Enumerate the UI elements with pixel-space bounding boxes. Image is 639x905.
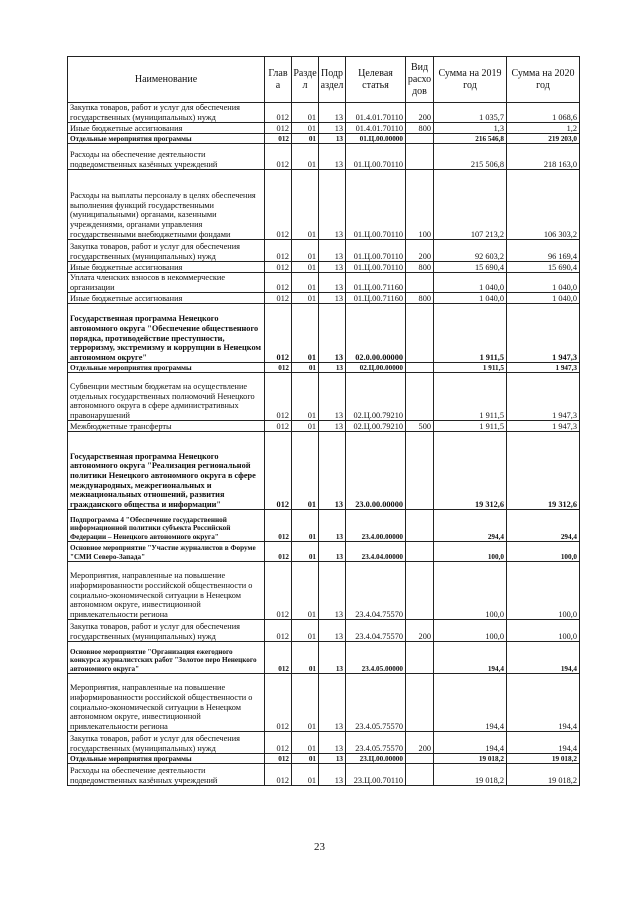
- row-sum-2019: 1 035,7: [434, 103, 507, 123]
- row-expense-type: 800: [406, 262, 434, 273]
- row-name: Иные бюджетные ассигнования: [68, 123, 265, 134]
- row-glava: 012: [265, 240, 292, 262]
- row-podrazdel: 13: [319, 620, 346, 642]
- row-razdel: 01: [292, 262, 319, 273]
- row-name: Иные бюджетные ассигнования: [68, 293, 265, 304]
- row-podrazdel: 13: [319, 240, 346, 262]
- row-target-article: 01.Ц.00.00000: [346, 134, 406, 144]
- row-podrazdel: 13: [319, 273, 346, 293]
- row-glava: 012: [265, 123, 292, 134]
- row-glava: 012: [265, 510, 292, 542]
- budget-table-sheet: [67, 56, 580, 786]
- row-sum-2019: 15 690,4: [434, 262, 507, 273]
- header-sum-2020: Сумма на 2020 год: [507, 57, 580, 103]
- row-name: Подпрограмма 4 "Обеспечение государственной информационной политики субъекта Российской Федерации – Ненецкого автономного округа": [68, 510, 265, 542]
- row-name: Отдельные мероприятия программы: [68, 754, 265, 764]
- row-sum-2019: 194,4: [434, 732, 507, 754]
- row-razdel: 01: [292, 273, 319, 293]
- row-expense-type: [406, 642, 434, 674]
- row-target-article: 23.Ц.00.70110: [346, 764, 406, 786]
- row-name: Расходы на выплаты персоналу в целях обеспечения выполнения функций государственными (муниципальными) органами, казенными учреждениями, органами управления государственными внебюджетными фондами: [68, 170, 265, 240]
- header-vid: Вид расхо дов: [406, 57, 434, 103]
- row-sum-2020: 15 690,4: [507, 262, 580, 273]
- row-name: Расходы на обеспечение деятельности подведомственных казённых учреждений: [68, 764, 265, 786]
- table-row: [68, 240, 580, 262]
- row-sum-2020: 19 018,2: [507, 754, 580, 764]
- row-sum-2019: 1 911,5: [434, 421, 507, 432]
- header-name: Наименование: [68, 57, 265, 103]
- row-sum-2020: 19 312,6: [507, 432, 580, 510]
- row-sum-2019: 194,4: [434, 642, 507, 674]
- row-razdel: 01: [292, 432, 319, 510]
- row-sum-2020: 1 040,0: [507, 293, 580, 304]
- row-target-article: 23.4.05.00000: [346, 642, 406, 674]
- row-name: Отдельные мероприятия программы: [68, 134, 265, 144]
- row-podrazdel: 13: [319, 363, 346, 373]
- row-sum-2020: 1 947,3: [507, 421, 580, 432]
- row-sum-2020: 1,2: [507, 123, 580, 134]
- row-glava: 012: [265, 542, 292, 562]
- row-podrazdel: 13: [319, 754, 346, 764]
- row-expense-type: [406, 432, 434, 510]
- row-podrazdel: 13: [319, 674, 346, 732]
- row-podrazdel: 13: [319, 432, 346, 510]
- row-podrazdel: 13: [319, 134, 346, 144]
- row-sum-2020: 219 203,0: [507, 134, 580, 144]
- row-sum-2019: 1 911,5: [434, 304, 507, 363]
- row-name: Государственная программа Ненецкого автономного округа "Реализация региональной политики Ненецкого автономного округа в сфере международных, межрегиональных и межнациональных отношений, развития гражданского общества и информации": [68, 432, 265, 510]
- row-podrazdel: 13: [319, 123, 346, 134]
- page-number: 23: [314, 841, 325, 853]
- row-sum-2019: 294,4: [434, 510, 507, 542]
- row-expense-type: [406, 373, 434, 421]
- header-glava: Глав а: [265, 57, 292, 103]
- row-target-article: 23.4.04.75570: [346, 562, 406, 620]
- row-expense-type: [406, 304, 434, 363]
- table-row: [68, 421, 580, 432]
- row-expense-type: 200: [406, 732, 434, 754]
- table-row: [68, 363, 580, 373]
- row-expense-type: 100: [406, 170, 434, 240]
- row-expense-type: 800: [406, 293, 434, 304]
- row-sum-2020: 1 040,0: [507, 273, 580, 293]
- row-podrazdel: 13: [319, 764, 346, 786]
- row-target-article: 02.0.00.00000: [346, 304, 406, 363]
- row-expense-type: 200: [406, 103, 434, 123]
- table-row: [68, 134, 580, 144]
- row-podrazdel: 13: [319, 304, 346, 363]
- table-row: [68, 103, 580, 123]
- row-sum-2020: 100,0: [507, 562, 580, 620]
- table-body: [68, 103, 580, 786]
- row-razdel: 01: [292, 732, 319, 754]
- row-expense-type: 500: [406, 421, 434, 432]
- row-expense-type: [406, 134, 434, 144]
- row-podrazdel: 13: [319, 373, 346, 421]
- row-target-article: 23.4.00.00000: [346, 510, 406, 542]
- row-target-article: 23.4.05.75570: [346, 674, 406, 732]
- row-target-article: 02.Ц.00.79210: [346, 421, 406, 432]
- row-sum-2019: 194,4: [434, 674, 507, 732]
- row-sum-2020: 100,0: [507, 620, 580, 642]
- row-podrazdel: 13: [319, 262, 346, 273]
- row-name: Основное мероприятие "Организация ежегодного конкурса журналистских работ "Золотое перо Ненецкого автономного округа": [68, 642, 265, 674]
- row-sum-2020: 106 303,2: [507, 170, 580, 240]
- row-razdel: 01: [292, 363, 319, 373]
- row-target-article: 23.4.04.75570: [346, 620, 406, 642]
- row-expense-type: [406, 510, 434, 542]
- row-name: Закупка товаров, работ и услуг для обеспечения государственных (муниципальных) нужд: [68, 732, 265, 754]
- row-expense-type: 200: [406, 620, 434, 642]
- row-glava: 012: [265, 273, 292, 293]
- row-expense-type: [406, 542, 434, 562]
- row-sum-2020: 294,4: [507, 510, 580, 542]
- row-glava: 012: [265, 732, 292, 754]
- row-glava: 012: [265, 562, 292, 620]
- row-sum-2019: 100,0: [434, 542, 507, 562]
- row-razdel: 01: [292, 754, 319, 764]
- row-name: Межбюджетные трансферты: [68, 421, 265, 432]
- row-name: Отдельные мероприятия программы: [68, 363, 265, 373]
- row-name: Расходы на обеспечение деятельности подведомственных казённых учреждений: [68, 144, 265, 170]
- row-target-article: 02.Ц.00.79210: [346, 373, 406, 421]
- row-target-article: 01.Ц.00.70110: [346, 170, 406, 240]
- row-sum-2019: 1,3: [434, 123, 507, 134]
- row-target-article: 01.4.01.70110: [346, 103, 406, 123]
- table-row: [68, 123, 580, 134]
- header-razdel: Разде л: [292, 57, 319, 103]
- row-sum-2019: 100,0: [434, 620, 507, 642]
- row-razdel: 01: [292, 562, 319, 620]
- row-sum-2019: 19 312,6: [434, 432, 507, 510]
- row-razdel: 01: [292, 510, 319, 542]
- row-name: Уплата членских взносов в некоммерческие организации: [68, 273, 265, 293]
- row-glava: 012: [265, 674, 292, 732]
- row-sum-2019: 107 213,2: [434, 170, 507, 240]
- row-target-article: 01.Ц.00.70110: [346, 262, 406, 273]
- row-glava: 012: [265, 262, 292, 273]
- table-row: [68, 562, 580, 620]
- row-razdel: 01: [292, 620, 319, 642]
- row-razdel: 01: [292, 542, 319, 562]
- row-sum-2020: 194,4: [507, 732, 580, 754]
- row-glava: 012: [265, 754, 292, 764]
- row-target-article: 01.Ц.00.71160: [346, 293, 406, 304]
- row-glava: 012: [265, 170, 292, 240]
- row-sum-2019: 19 018,2: [434, 764, 507, 786]
- table-row: [68, 542, 580, 562]
- row-target-article: 23.4.04.00000: [346, 542, 406, 562]
- row-razdel: 01: [292, 134, 319, 144]
- row-glava: 012: [265, 363, 292, 373]
- row-glava: 012: [265, 373, 292, 421]
- row-podrazdel: 13: [319, 562, 346, 620]
- row-razdel: 01: [292, 170, 319, 240]
- row-sum-2020: 1 947,3: [507, 373, 580, 421]
- row-sum-2020: 194,4: [507, 674, 580, 732]
- row-sum-2019: 100,0: [434, 562, 507, 620]
- table-row: [68, 754, 580, 764]
- row-sum-2019: 216 546,8: [434, 134, 507, 144]
- row-sum-2020: 100,0: [507, 542, 580, 562]
- row-razdel: 01: [292, 144, 319, 170]
- table-row: [68, 293, 580, 304]
- row-expense-type: [406, 674, 434, 732]
- table-row: [68, 373, 580, 421]
- row-expense-type: 200: [406, 240, 434, 262]
- header-sum-2019: Сумма на 2019 год: [434, 57, 507, 103]
- row-podrazdel: 13: [319, 103, 346, 123]
- table-row: [68, 510, 580, 542]
- budget-table: [67, 56, 580, 786]
- row-name: Закупка товаров, работ и услуг для обеспечения государственных (муниципальных) нужд: [68, 103, 265, 123]
- row-glava: 012: [265, 304, 292, 363]
- table-row: [68, 764, 580, 786]
- row-razdel: 01: [292, 123, 319, 134]
- row-razdel: 01: [292, 764, 319, 786]
- row-glava: 012: [265, 134, 292, 144]
- table-row: [68, 273, 580, 293]
- row-glava: 012: [265, 642, 292, 674]
- row-podrazdel: 13: [319, 510, 346, 542]
- row-glava: 012: [265, 764, 292, 786]
- row-glava: 012: [265, 144, 292, 170]
- row-sum-2019: 92 603,2: [434, 240, 507, 262]
- row-name: Мероприятия, направленные на повышение информированности российской общественности о социально-экономической ситуации в Ненецком автономном округе, инвестиционной привлекательности региона: [68, 674, 265, 732]
- row-sum-2020: 96 169,4: [507, 240, 580, 262]
- row-podrazdel: 13: [319, 421, 346, 432]
- row-sum-2019: 1 040,0: [434, 273, 507, 293]
- row-sum-2019: 215 506,8: [434, 144, 507, 170]
- table-row: [68, 432, 580, 510]
- row-glava: 012: [265, 432, 292, 510]
- row-target-article: 01.Ц.00.70110: [346, 144, 406, 170]
- row-podrazdel: 13: [319, 293, 346, 304]
- row-razdel: 01: [292, 373, 319, 421]
- row-razdel: 01: [292, 421, 319, 432]
- row-name: Иные бюджетные ассигнования: [68, 262, 265, 273]
- table-row: [68, 674, 580, 732]
- row-target-article: 01.Ц.00.70110: [346, 240, 406, 262]
- row-glava: 012: [265, 421, 292, 432]
- table-row: [68, 732, 580, 754]
- row-sum-2020: 194,4: [507, 642, 580, 674]
- row-expense-type: [406, 562, 434, 620]
- table-row: [68, 144, 580, 170]
- table-row: [68, 170, 580, 240]
- row-sum-2019: 1 911,5: [434, 373, 507, 421]
- row-sum-2019: 19 018,2: [434, 754, 507, 764]
- header-podrazdel: Подр аздел: [319, 57, 346, 103]
- row-expense-type: [406, 764, 434, 786]
- row-glava: 012: [265, 103, 292, 123]
- row-target-article: 02.Ц.00.00000: [346, 363, 406, 373]
- row-name: Субвенции местным бюджетам на осуществление отдельных государственных полномочий Ненецкого автономного округа в сфере административных правонарушений: [68, 373, 265, 421]
- row-expense-type: [406, 144, 434, 170]
- row-podrazdel: 13: [319, 144, 346, 170]
- row-podrazdel: 13: [319, 542, 346, 562]
- row-name: Основное мероприятие "Участие журналистов в Форуме "СМИ Северо-Запада": [68, 542, 265, 562]
- row-razdel: 01: [292, 103, 319, 123]
- row-name: Государственная программа Ненецкого автономного округа "Обеспечение общественного порядка, противодействие преступности, терроризму, экстремизму и коррупции в Ненецком автономном округе": [68, 304, 265, 363]
- row-sum-2020: 218 163,0: [507, 144, 580, 170]
- row-podrazdel: 13: [319, 170, 346, 240]
- row-target-article: 23.4.05.75570: [346, 732, 406, 754]
- row-expense-type: [406, 363, 434, 373]
- row-sum-2020: 1 947,3: [507, 304, 580, 363]
- row-razdel: 01: [292, 674, 319, 732]
- row-target-article: 01.Ц.00.71160: [346, 273, 406, 293]
- table-row: [68, 620, 580, 642]
- row-sum-2020: 1 068,6: [507, 103, 580, 123]
- row-razdel: 01: [292, 240, 319, 262]
- row-sum-2019: 1 911,5: [434, 363, 507, 373]
- row-target-article: 23.Ц.00.00000: [346, 754, 406, 764]
- row-glava: 012: [265, 293, 292, 304]
- header-statya: Целевая статья: [346, 57, 406, 103]
- row-expense-type: [406, 273, 434, 293]
- row-razdel: 01: [292, 293, 319, 304]
- table-header-row: [68, 57, 580, 103]
- row-sum-2019: 1 040,0: [434, 293, 507, 304]
- row-name: Мероприятия, направленные на повышение информированности российской общественности о социально-экономической ситуации в Ненецком автономном округе, инвестиционной привлекательности региона: [68, 562, 265, 620]
- row-target-article: 01.4.01.70110: [346, 123, 406, 134]
- row-sum-2020: 19 018,2: [507, 764, 580, 786]
- row-target-article: 23.0.00.00000: [346, 432, 406, 510]
- row-name: Закупка товаров, работ и услуг для обеспечения государственных (муниципальных) нужд: [68, 240, 265, 262]
- row-expense-type: [406, 754, 434, 764]
- row-name: Закупка товаров, работ и услуг для обеспечения государственных (муниципальных) нужд: [68, 620, 265, 642]
- row-expense-type: 800: [406, 123, 434, 134]
- row-glava: 012: [265, 620, 292, 642]
- table-row: [68, 304, 580, 363]
- row-razdel: 01: [292, 304, 319, 363]
- row-sum-2020: 1 947,3: [507, 363, 580, 373]
- row-razdel: 01: [292, 642, 319, 674]
- table-row: [68, 642, 580, 674]
- table-row: [68, 262, 580, 273]
- row-podrazdel: 13: [319, 642, 346, 674]
- row-podrazdel: 13: [319, 732, 346, 754]
